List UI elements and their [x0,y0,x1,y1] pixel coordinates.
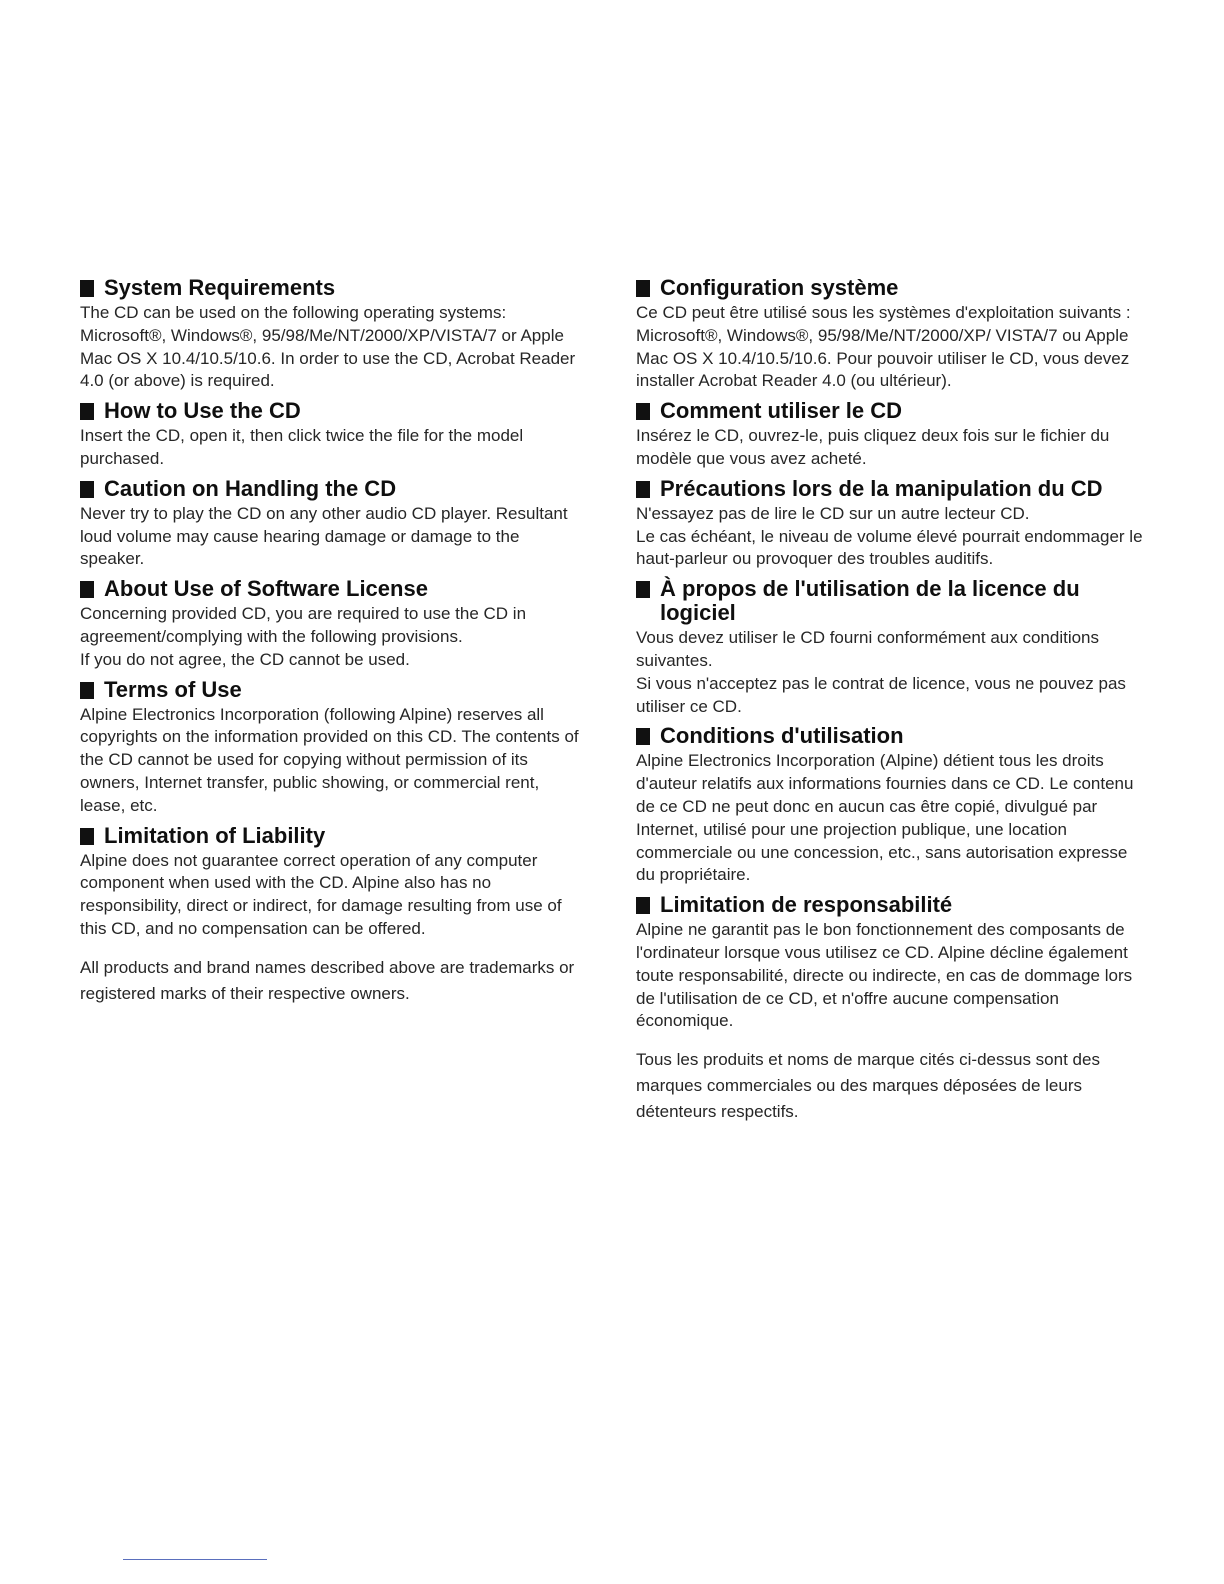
section-paragraph: Alpine Electronics Incorporation (Alpine) détient tous les droits d'auteur relatifs aux informations fournies dans ce CD. Le contenu de ce CD ne peut donc en aucun cas être copié, divulgué par Internet, utilisé pour une projection publique, une location commerciale ou une concession, etc., sans autorisation expresse du propriétaire. [636,751,1134,885]
square-bullet-icon [80,828,94,845]
section-paragraph: Insert the CD, open it, then click twice the file for the model purchased. [80,426,524,468]
section-paragraph: Alpine ne garantit pas le bon fonctionnement des composants de l'ordinateur lorsque vous utilisez ce CD. Alpine décline également toute responsabilité, directe ou indirecte, en cas de dommage lors de l'utilisation de ce CD, et n'offre aucune compensation économique. [636,920,1133,1031]
square-bullet-icon [80,581,94,598]
trademark-note: All products and brand names described above are trademarks or registered marks of their respective owners. [80,957,575,1003]
section-paragraph: Ce CD peut être utilisé sous les systèmes d'exploitation suivants : Microsoft®, Windows®, 95/98/Me/NT/2000/XP/ VISTA/7 ou Apple Mac OS X 10.4/10.5/10.6. Pour pouvoir utiliser le CD, vous devez installer Acrobat Reader 4.0 (ou ultérieur). [636,303,1131,391]
section-heading: Comment utiliser le CD [660,398,903,424]
section-paragraph: Le cas échéant, le niveau de volume élevé pourrait endommager le haut-parleur ou provoquer des troubles auditifs. [636,526,1143,569]
square-bullet-icon [636,728,650,745]
footnote-divider [123,1559,267,1560]
square-bullet-icon [636,897,650,914]
section-heading: About Use of Software License [104,576,428,602]
square-bullet-icon [80,481,94,498]
section-heading: System Requirements [104,275,336,300]
section-comment-utiliser [636,399,1144,471]
section-heading: Configuration système [660,275,899,300]
section-precautions [636,477,1144,571]
section-paragraph: N'essayez pas de lire le CD sur un autre lecteur CD. [636,503,1030,523]
section-heading: Limitation of Liability [104,822,326,848]
section-paragraph: Si vous n'acceptez pas le contrat de licence, vous ne pouvez pas utiliser ce CD. [636,673,1126,716]
section-heading: Terms of Use [104,676,242,702]
section-paragraph: Concerning provided CD, you are required to use the CD in agreement/complying with the following provisions. [80,604,527,646]
section-paragraph: Vous devez utiliser le CD fourni conformément aux conditions suivantes. [636,628,1100,670]
square-bullet-icon [636,481,650,498]
section-how-to-use [80,399,585,471]
section-software-license [80,577,585,671]
section-conditions-utilisation [636,724,1144,887]
english-column [80,276,585,1007]
section-heading: How to Use the CD [104,398,301,424]
section-heading: À propos de l'utilisation de la licence du logiciel [660,576,1080,626]
section-paragraph: If you do not agree, the CD cannot be used. [80,649,410,669]
square-bullet-icon [636,581,650,598]
section-heading: Précautions lors de la manipulation du CD [660,475,1103,501]
section-terms-of-use [80,678,585,818]
trademark-note: Tous les produits et noms de marque cités ci-dessus sont des marques commerciales ou des marques déposées de leurs détenteurs respectifs. [636,1050,1100,1122]
french-column [636,276,1144,1125]
section-configuration-systeme [636,276,1144,393]
section-paragraph: Insérez le CD, ouvrez-le, puis cliquez deux fois sur le fichier du modèle que vous avez acheté. [636,426,1110,468]
section-paragraph: Alpine does not guarantee correct operation of any computer component when used with the CD. Alpine also has no responsibility, direct or indirect, for damage resulting from use of this CD, and no compensation can be offered. [80,850,562,938]
square-bullet-icon [80,403,94,420]
section-limitation-responsabilite [636,893,1144,1033]
section-heading: Conditions d'utilisation [660,723,904,749]
section-system-requirements [80,276,585,393]
section-licence-logiciel [636,577,1144,718]
section-caution-handling [80,477,585,571]
square-bullet-icon [636,280,650,297]
section-heading: Caution on Handling the CD [104,475,397,501]
section-heading: Limitation de responsabilité [660,892,953,918]
square-bullet-icon [636,403,650,420]
section-paragraph: Alpine Electronics Incorporation (following Alpine) reserves all copyrights on the information provided on this CD. The contents of the CD cannot be used for copying without permission of its owners, Internet transfer, public showing, or commercial rent, lease, etc. [80,704,579,815]
section-paragraph: The CD can be used on the following operating systems: Microsoft®, Windows®, 95/98/Me/NT/2000/XP/VISTA/7 or Apple Mac OS X 10.4/10.5/10.6. In order to use the CD, Acrobat Reader 4.0 (or above) is required. [80,303,576,391]
square-bullet-icon [80,280,94,297]
section-limitation-liability [80,824,585,941]
section-paragraph: Never try to play the CD on any other audio CD player. Resultant loud volume may cause hearing damage or damage to the speaker. [80,503,568,569]
square-bullet-icon [80,682,94,699]
